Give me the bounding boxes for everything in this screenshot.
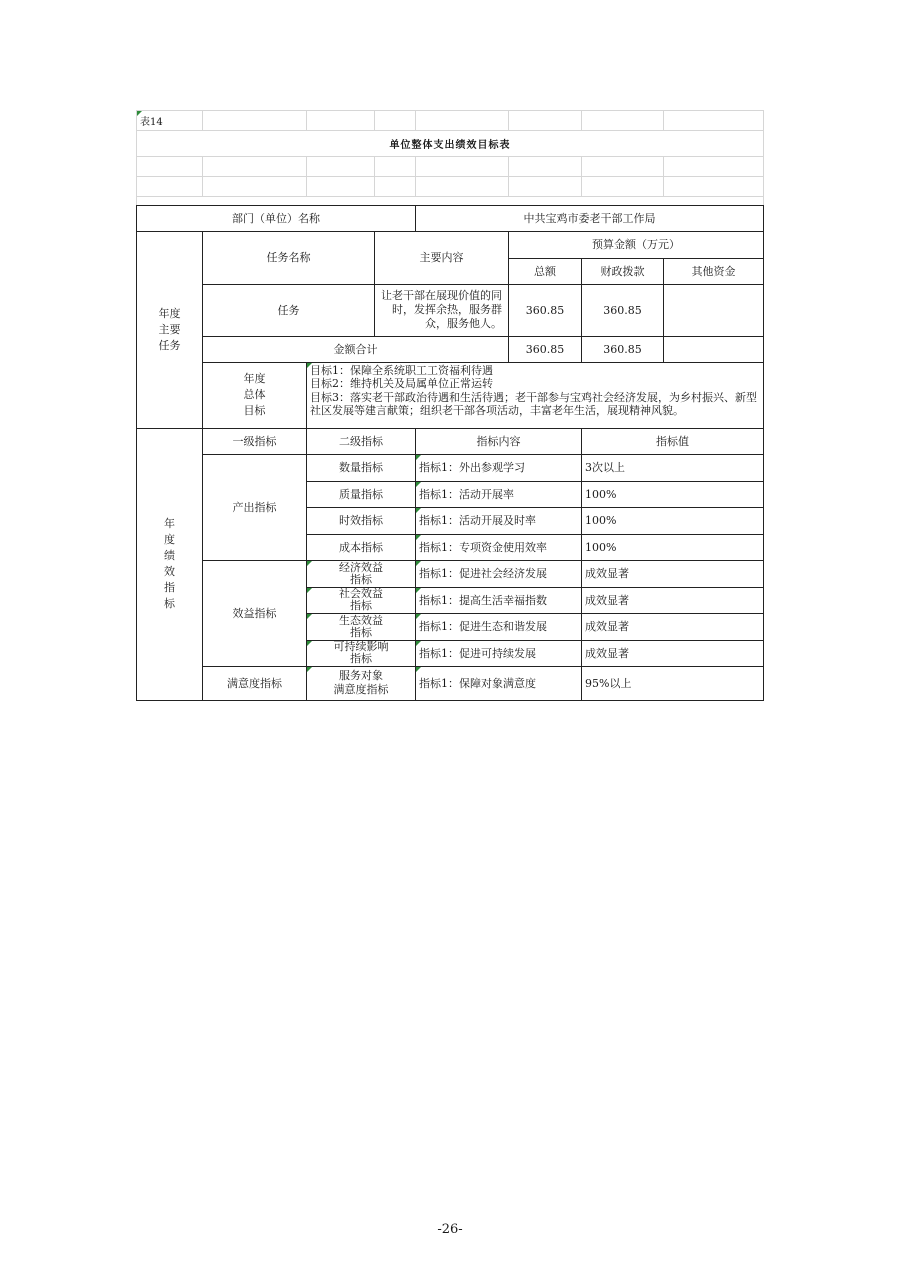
indicator-content: 指标1：保障对象满意度 <box>416 666 582 700</box>
level2-header: 二级指标 <box>307 428 416 454</box>
goal-1: 目标1：保障全系统职工工资福利待遇 <box>310 363 493 377</box>
indicator-content: 指标1：活动开展率 <box>416 481 582 507</box>
content-header: 指标内容 <box>416 428 582 454</box>
indicator-level2: 生态效益 指标 <box>307 613 416 640</box>
perf-label: 年 度 绩 效 指 标 <box>137 428 203 700</box>
indicator-content: 指标1：提高生活幸福指数 <box>416 587 582 613</box>
annual-goals <box>307 362 764 428</box>
dept-value: 中共宝鸡市委老干部工作局 <box>416 205 764 231</box>
task-fiscal: 360.85 <box>582 284 664 336</box>
budget-header: 预算金额（万元） <box>509 231 764 258</box>
main-content-header: 主要内容 <box>375 231 509 284</box>
indicator-content: 指标1：外出参观学习 <box>416 454 582 481</box>
indicator-level2: 可持续影响 指标 <box>307 640 416 666</box>
annual-goals-label: 年度 总体 目标 <box>203 362 307 428</box>
indicator-level2: 成本指标 <box>307 534 416 560</box>
indicator-value: 100% <box>582 481 764 507</box>
group-satisfaction: 满意度指标 <box>203 666 307 700</box>
sheet-header-grid <box>136 110 764 205</box>
indicator-value: 成效显著 <box>582 613 764 640</box>
indicator-content: 指标1：促进生态和谐发展 <box>416 613 582 640</box>
sum-total: 360.85 <box>509 336 582 362</box>
page-number: -26- <box>437 1222 463 1237</box>
page-title: 单位整体支出绩效目标表 <box>137 131 764 157</box>
performance-table <box>136 205 764 701</box>
indicator-level2: 社会效益 指标 <box>307 587 416 613</box>
indicator-value: 95%以上 <box>582 666 764 700</box>
worksheet <box>136 110 763 701</box>
sum-fiscal: 360.85 <box>582 336 664 362</box>
indicator-level2: 时效指标 <box>307 507 416 534</box>
goal-2: 目标2：维持机关及局属单位正常运转 <box>310 377 493 390</box>
task-total: 360.85 <box>509 284 582 336</box>
value-header: 指标值 <box>582 428 764 454</box>
task-name: 任务 <box>203 284 375 336</box>
indicator-value: 100% <box>582 534 764 560</box>
dept-label: 部门（单位）名称 <box>137 205 416 231</box>
sum-other <box>664 336 764 362</box>
task-other <box>664 284 764 336</box>
indicator-value: 100% <box>582 507 764 534</box>
indicator-value: 成效显著 <box>582 560 764 587</box>
indicator-content: 指标1：专项资金使用效率 <box>416 534 582 560</box>
indicator-content: 指标1：促进可持续发展 <box>416 640 582 666</box>
indicator-value: 3次以上 <box>582 454 764 481</box>
table-label: 表14 <box>137 111 203 131</box>
group-benefit: 效益指标 <box>203 560 307 666</box>
task-name-header: 任务名称 <box>203 231 375 284</box>
level1-header: 一级指标 <box>203 428 307 454</box>
indicator-level2: 服务对象 满意度指标 <box>307 666 416 700</box>
indicator-level2: 经济效益 指标 <box>307 560 416 587</box>
indicator-value: 成效显著 <box>582 587 764 613</box>
task-content: 让老干部在展现价值的同时，发挥余热，服务群众，服务他人。 <box>375 284 509 336</box>
indicator-content: 指标1：促进社会经济发展 <box>416 560 582 587</box>
group-output: 产出指标 <box>203 454 307 560</box>
other-header: 其他资金 <box>664 258 764 284</box>
goal-3: 目标3：落实老干部政治待遇和生活待遇；老干部参与宝鸡社会经济发展，为乡村振兴、新型社区发展等建言献策；组织老干部各项活动，丰富老年生活，展现精神风貌。 <box>310 390 757 417</box>
total-header: 总额 <box>509 258 582 284</box>
indicator-value: 成效显著 <box>582 640 764 666</box>
indicator-level2: 数量指标 <box>307 454 416 481</box>
annual-tasks-label: 年度 主要 任务 <box>137 231 203 428</box>
sum-label: 金额合计 <box>203 336 509 362</box>
fiscal-header: 财政拨款 <box>582 258 664 284</box>
indicator-content: 指标1：活动开展及时率 <box>416 507 582 534</box>
indicator-level2: 质量指标 <box>307 481 416 507</box>
